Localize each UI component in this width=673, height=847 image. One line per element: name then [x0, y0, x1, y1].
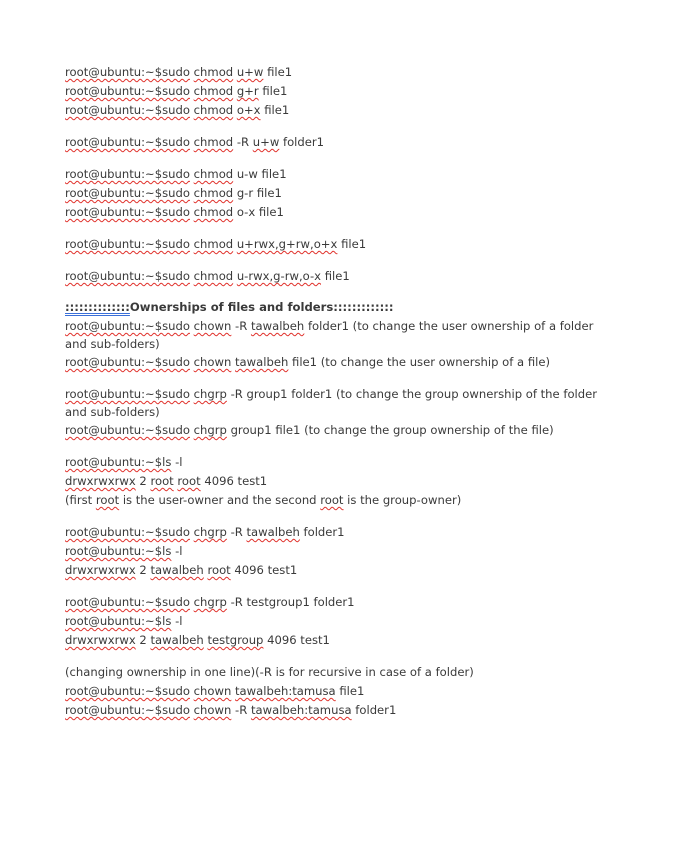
spellcheck-mark: root@ubuntu:~$sudo [65, 103, 190, 117]
spellcheck-mark: chmod [193, 205, 234, 219]
spellcheck-mark: root@ubuntu:~$ls [65, 614, 172, 628]
spellcheck-mark: root@ubuntu:~$ls [65, 455, 172, 469]
spellcheck-mark: root@ubuntu:~$sudo [65, 65, 190, 79]
text-line: root@ubuntu:~$sudo chmod u-rwx,g-rw,o-x file1 [65, 269, 350, 283]
spellcheck-mark: root [177, 474, 201, 488]
spellcheck-mark: g+r [236, 84, 259, 98]
spellcheck-mark: testgroup [207, 633, 264, 647]
text-line: (changing ownership in one line)(-R is for recursive in case of a folder) [65, 665, 474, 679]
spellcheck-mark: root@ubuntu:~$sudo [65, 703, 190, 717]
text-line: root@ubuntu:~$sudo chgrp -R group1 folder1 (to change the group ownership of the folder and sub-folders) [65, 387, 598, 419]
spellcheck-mark: root@ubuntu:~$sudo [65, 595, 190, 609]
spellcheck-mark: chmod [193, 186, 234, 200]
spellcheck-mark: root [207, 563, 231, 577]
text-line: root@ubuntu:~$sudo chmod o-x file1 [65, 205, 284, 219]
spellcheck-mark: root@ubuntu:~$sudo [65, 684, 190, 698]
spellcheck-mark: root@ubuntu:~$sudo [65, 269, 190, 283]
spellcheck-mark: chgrp [193, 423, 227, 437]
text-line: root@ubuntu:~$sudo chgrp -R tawalbeh folder1 [65, 525, 345, 539]
text-line: root@ubuntu:~$sudo chown -R tawalbeh:tamusa folder1 [65, 703, 397, 717]
text-line: drwxrwxrwx 2 tawalbeh root 4096 test1 [65, 563, 298, 577]
spellcheck-mark: u+rwx,g+rw,o+x [236, 237, 338, 251]
spellcheck-mark: drwxrwxrwx [65, 474, 136, 488]
spellcheck-mark: chmod [193, 84, 234, 98]
spellcheck-mark: root@ubuntu:~$sudo [65, 387, 190, 401]
spellcheck-mark: tawalbeh [246, 525, 300, 539]
spellcheck-mark: u+w [252, 135, 280, 149]
text-line: root@ubuntu:~$sudo chmod g+r file1 [65, 84, 288, 98]
spellcheck-mark: chgrp [193, 525, 227, 539]
spellcheck-mark: root@ubuntu:~$sudo [65, 319, 190, 333]
spellcheck-mark: root [95, 493, 120, 507]
spellcheck-mark: u+w [236, 65, 264, 79]
spellcheck-mark: root@ubuntu:~$sudo [65, 186, 190, 200]
grammar-mark: :::::::::::::: [65, 300, 130, 314]
spellcheck-mark: o+x [236, 103, 261, 117]
text-line: root@ubuntu:~$sudo chmod u+w file1 [65, 65, 293, 79]
paragraph-gap [65, 440, 605, 453]
spellcheck-mark: root@ubuntu:~$sudo [65, 525, 190, 539]
spellcheck-mark: u-rwx,g-rw,o-x [236, 269, 321, 283]
text-line: root@ubuntu:~$sudo chmod u-w file1 [65, 167, 287, 181]
spellcheck-mark: root@ubuntu:~$sudo [65, 237, 190, 251]
spellcheck-mark: drwxrwxrwx [65, 563, 136, 577]
text-line: root@ubuntu:~$sudo chmod o+x file1 [65, 103, 290, 117]
spellcheck-mark: chmod [193, 167, 234, 181]
text-line: root@ubuntu:~$sudo chown tawalbeh file1 (to change the user ownership of a file) [65, 355, 551, 369]
spellcheck-mark: chown [193, 703, 232, 717]
spellcheck-mark: root@ubuntu:~$sudo [65, 135, 190, 149]
spellcheck-mark: root@ubuntu:~$sudo [65, 167, 190, 181]
spellcheck-mark: tawalbeh [150, 633, 204, 647]
spellcheck-mark: tawalbeh [250, 319, 305, 333]
spellcheck-mark: root@ubuntu:~$sudo [65, 355, 190, 369]
spellcheck-mark: chmod [193, 65, 234, 79]
spellcheck-mark: chown [193, 355, 232, 369]
spellcheck-mark: chmod [193, 237, 234, 251]
spellcheck-mark: chmod [193, 135, 234, 149]
text-line: (first root is the user-owner and the second root is the group-owner) [65, 493, 462, 507]
text-line: root@ubuntu:~$sudo chmod g-r file1 [65, 186, 282, 200]
text-line: root@ubuntu:~$ls -l [65, 455, 183, 469]
text-line: root@ubuntu:~$sudo chown tawalbeh:tamusa file1 [65, 684, 365, 698]
paragraph-gap [65, 254, 605, 267]
section-heading: ::::::::::::::Ownerships of files and folders::::::::::::: [65, 300, 394, 314]
spellcheck-mark: drwxrwxrwx [65, 633, 136, 647]
text-line: root@ubuntu:~$sudo chmod u+rwx,g+rw,o+x file1 [65, 237, 367, 251]
text-line: root@ubuntu:~$sudo chgrp group1 file1 (to change the group ownership of the file) [65, 423, 554, 437]
text-line: root@ubuntu:~$sudo chgrp -R testgroup1 folder1 [65, 595, 355, 609]
text-line: drwxrwxrwx 2 root root 4096 test1 [65, 474, 268, 488]
spellcheck-mark: tawalbeh [150, 563, 204, 577]
spellcheck-mark: chown [193, 684, 232, 698]
paragraph-gap [65, 120, 605, 133]
text-line: root@ubuntu:~$ls -l [65, 544, 183, 558]
text-line: drwxrwxrwx 2 tawalbeh testgroup 4096 test1 [65, 633, 330, 647]
paragraph-gap [65, 286, 605, 298]
paragraph-gap [65, 650, 605, 663]
spellcheck-mark: root@ubuntu:~$sudo [65, 423, 190, 437]
spellcheck-mark: chgrp [193, 595, 227, 609]
spellcheck-mark: chmod [193, 103, 234, 117]
paragraph-gap [65, 580, 605, 593]
spellcheck-mark: tawalbeh [235, 355, 289, 369]
spellcheck-mark: chmod [193, 269, 234, 283]
spellcheck-mark: root@ubuntu:~$ls [65, 544, 172, 558]
spellcheck-mark: tawalbeh:tamusa [235, 684, 336, 698]
spellcheck-mark: tawalbeh:tamusa [250, 703, 352, 717]
paragraph-gap [65, 222, 605, 235]
spellcheck-mark: root [150, 474, 174, 488]
paragraph-gap [65, 372, 605, 385]
text-line: root@ubuntu:~$sudo chmod -R u+w folder1 [65, 135, 325, 149]
spellcheck-mark: root@ubuntu:~$sudo [65, 84, 190, 98]
paragraph-gap [65, 510, 605, 523]
spellcheck-mark: root [320, 493, 344, 507]
spellcheck-mark: root@ubuntu:~$sudo [65, 205, 190, 219]
spellcheck-mark: chown [193, 319, 232, 333]
document-body [65, 63, 605, 720]
text-line: root@ubuntu:~$ls -l [65, 614, 183, 628]
spellcheck-mark: chgrp [193, 387, 227, 401]
text-line: root@ubuntu:~$sudo chown -R tawalbeh folder1 (to change the user ownership of a folder and sub-folders) [65, 319, 594, 351]
paragraph-gap [65, 152, 605, 165]
